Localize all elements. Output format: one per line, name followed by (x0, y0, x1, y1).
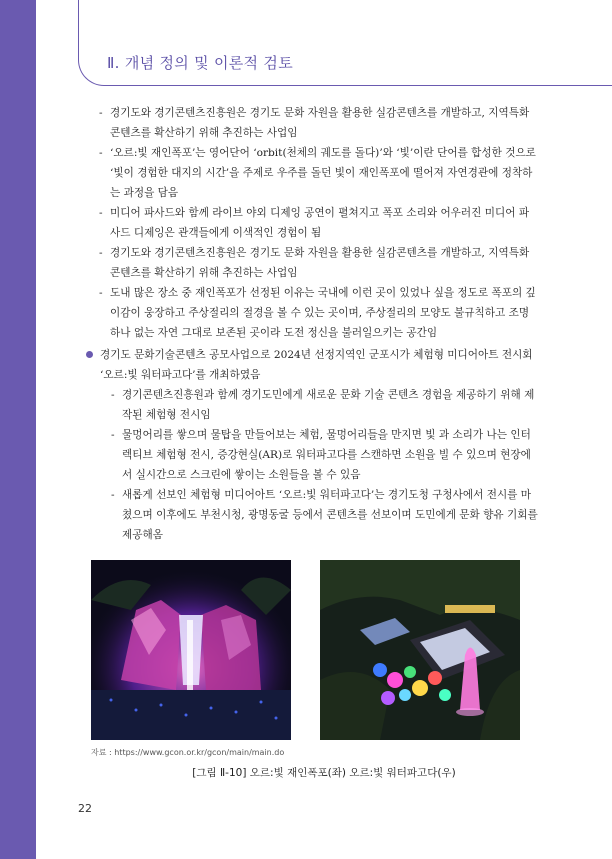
bullet-paragraph: 경기도 문화기술콘텐츠 공모사업으로 2024년 선정지역인 군포시가 체험형 미디어아트 전시회 ‘오르:빛 워터파고다’를 개최하였음 (88, 345, 538, 385)
figure-source: 자료 : https://www.gcon.or.kr/gcon/main/main.do (91, 748, 285, 757)
side-color-bar (0, 0, 36, 859)
main-content (88, 103, 538, 545)
list-item: - 경기도와 경기콘텐츠진흥원은 경기도 문화 자원을 활용한 실감콘텐츠를 개발하고, 지역특화 콘텐츠를 확산하기 위해 추진하는 사업임 (99, 107, 530, 139)
list-item: - 물멍어리를 쌓으며 물탑을 만들어보는 체험, 물멍어리들을 만지면 빛 과 소리가 나는 인터렉티브 체험형 전시, 증강현실(AR)로 워터파고다를 스캔하면 소원을 빌 수 있으며 현장에서 실시간으로 스크린에 쌓이는 소원들을 볼 수 있음 (111, 429, 531, 481)
header-frame (78, 0, 612, 86)
list-item: - 새롭게 선보인 체험형 미디어아트 ‘오르:빛 워터파고다’는 경기도청 구청사에서 전시를 마쳤으며 이후에도 부천시청, 광명동굴 등에서 콘텐츠를 선보이며 도민에게 문화 향유 기회를 제공해옴 (111, 489, 538, 541)
list-item: - 미디어 파사드와 함께 라이브 야외 디제잉 공연이 펼쳐지고 폭포 소리와 어우러진 미디어 파사드 디제잉은 관객들에게 이색적인 경험이 됨 (99, 207, 530, 239)
bullet-dot-icon (86, 351, 93, 358)
waterfall-night-photo (91, 560, 291, 740)
figure-caption: [그림 Ⅱ-10] 오르:빛 재인폭포(좌) 오르:빛 워터파고다(우) (192, 767, 456, 779)
section-title: Ⅱ. 개념 정의 및 이론적 검토 (107, 54, 293, 72)
list-item: - ‘오르:빛 재인폭포’는 영어단어 ‘orbit(천체의 궤도를 돌다)’와 ‘빛’이란 단어를 합성한 것으로 ‘빛이 경험한 대지의 시간’을 주제로 우주를 돌던 빛이 재인폭포에 떨어져 자연경관에 정착하는 과정을 담음 (99, 147, 536, 199)
page-number: 22 (78, 802, 92, 815)
dash-list-2 (88, 385, 538, 545)
list-item: - 경기콘텐츠진흥원과 함께 경기도민에게 새로운 문화 기술 콘텐츠 경험을 제공하기 위해 제작된 체험형 전시임 (111, 389, 535, 421)
list-item: - 도내 많은 장소 중 재인폭포가 선정된 이유는 국내에 이런 곳이 있었나 싶을 정도로 폭포의 깊이감이 웅장하고 주상절리의 절경을 볼 수 있는 곳이며, 주상절리의 모양도 불규칙하고 조명하나 없는 자연 그대로 보존된 곳이라 도전 정신을 불러일으키는 공간임 (99, 287, 536, 339)
water-pagoda-exhibition-photo (320, 560, 520, 740)
list-item: - 경기도와 경기콘텐츠진흥원은 경기도 문화 자원을 활용한 실감콘텐츠를 개발하고, 지역특화 콘텐츠를 확산하기 위해 추진하는 사업임 (99, 247, 530, 279)
dash-list-1 (88, 103, 538, 343)
